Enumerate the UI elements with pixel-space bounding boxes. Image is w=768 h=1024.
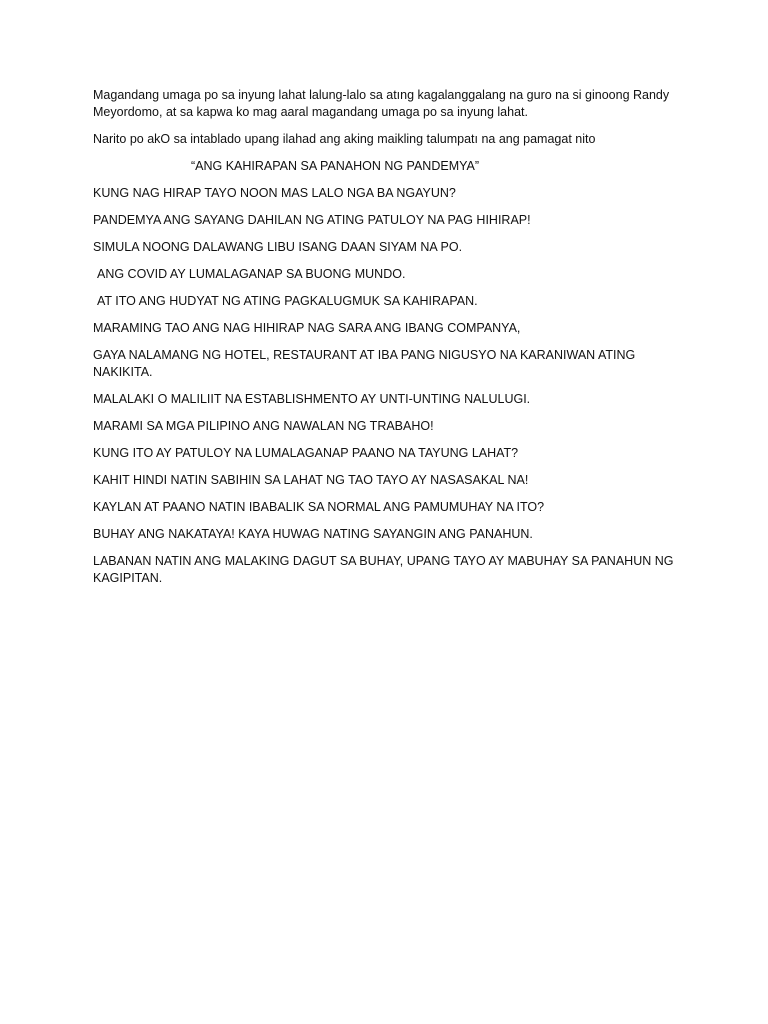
intro-paragraph: Narito po akO sa intablado upang ilahad ang aking maikling talumpatı na ang pamagat nito: [93, 132, 596, 146]
speech-line-5: AT ITO ANG HUDYAT NG ATING PAGKALUGMUK SA KAHIRAPAN.: [97, 294, 478, 308]
document-page: [93, 87, 693, 597]
speech-line-7: GAYA NALAMANG NG HOTEL, RESTAURANT AT IBA PANG NIGUSYO NA KARANIWAN ATING NAKIKITA.: [93, 348, 639, 379]
speech-line-8: MALALAKI O MALILIIT NA ESTABLISHMENTO AY UNTI-UNTING NALULUGI.: [93, 392, 531, 406]
speech-line-9: MARAMI SA MGA PILIPINO ANG NAWALAN NG TRABAHO!: [93, 419, 434, 433]
speech-title: “ANG KAHIRAPAN SA PANAHON NG PANDEMYA”: [191, 159, 480, 173]
speech-line-14: LABANAN NATIN ANG MALAKING DAGUT SA BUHAY, UPANG TAYO AY MABUHAY SA PANAHUN NG KAGIPITAN.: [93, 554, 677, 585]
speech-line-11: KAHIT HINDI NATIN SABIHIN SA LAHAT NG TAO TAYO AY NASASAKAL NA!: [93, 473, 529, 487]
speech-line-2: PANDEMYA ANG SAYANG DAHILAN NG ATING PATULOY NA PAG HIHIRAP!: [93, 213, 531, 227]
speech-line-12: KAYLAN AT PAANO NATIN IBABALIK SA NORMAL ANG PAMUMUHAY NA ITO?: [93, 500, 545, 514]
speech-line-4: ANG COVID AY LUMALAGANAP SA BUONG MUNDO.: [97, 267, 406, 281]
speech-line-13: BUHAY ANG NAKATAYA! KAYA HUWAG NATING SAYANGIN ANG PANAHUN.: [93, 527, 533, 541]
speech-line-1: KUNG NAG HIRAP TAYO NOON MAS LALO NGA BA NGAYUN?: [93, 186, 456, 200]
speech-line-3: SIMULA NOONG DALAWANG LIBU ISANG DAAN SIYAM NA PO.: [93, 240, 463, 254]
speech-line-10: KUNG ITO AY PATULOY NA LUMALAGANAP PAANO NA TAYUNG LAHAT?: [93, 446, 519, 460]
speech-line-6: MARAMING TAO ANG NAG HIHIRAP NAG SARA ANG IBANG COMPANYA,: [93, 321, 521, 335]
greeting-paragraph: Magandang umaga po sa inyung lahat lalung-lalo sa atıng kagalanggalang na guro na si ginoong Randy Meyordomo, at sa kapwa ko mag aaral magandang umaga po sa inyung lahat.: [93, 88, 673, 119]
